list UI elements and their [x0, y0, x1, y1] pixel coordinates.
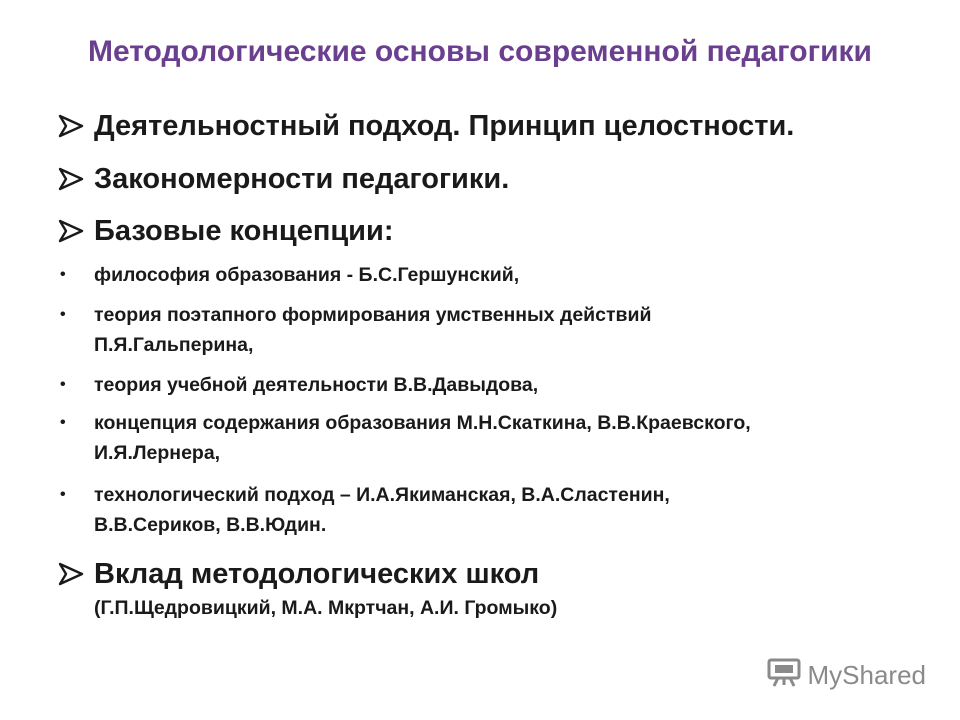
- arrow-item-text: [94, 555, 557, 623]
- arrow-item-2: [58, 160, 509, 198]
- arrow-item-note: (Г.П.Щедровицкий, М.А. Мкртчан, А.И. Громыко): [94, 597, 558, 619]
- bullet-item-2: [58, 300, 918, 360]
- bullet-dot-icon: •: [60, 376, 66, 393]
- bullet-line: философия образования - Б.С.Гершунский,: [94, 264, 520, 286]
- arrow-item-main: Вклад методологических школ: [94, 558, 540, 590]
- arrow-item-text: Закономерности педагогики.: [94, 163, 510, 195]
- arrow-bullet-icon: [58, 212, 94, 250]
- bullet-item-3: [58, 370, 918, 400]
- arrow-item-text: Деятельностный подход. Принцип целостности.: [94, 110, 795, 142]
- bullet-line: концепция содержания образования М.Н.Скаткина, В.В.Краевского,: [94, 412, 751, 434]
- slide-title: Методологические основы современной педагогики: [87, 35, 872, 68]
- arrow-item-4: [58, 555, 557, 623]
- bullet-dot-icon: •: [60, 486, 66, 503]
- bullet-line: технологический подход – И.А.Якиманская, В.А.Сластенин,: [94, 484, 670, 506]
- bullet-line: теория поэтапного формирования умственных действий: [94, 304, 652, 326]
- watermark-text: MyShared: [807, 660, 926, 690]
- bullet-item-5: [58, 480, 918, 540]
- arrow-bullet-icon: [58, 555, 94, 593]
- bullet-text: [94, 300, 918, 360]
- bullet-line: П.Я.Гальперина,: [94, 334, 254, 356]
- arrow-item-text: Базовые концепции:: [94, 215, 394, 247]
- bullet-dot-icon: •: [60, 306, 66, 323]
- bullet-dot-icon: •: [60, 266, 66, 283]
- arrow-bullet-icon: [58, 160, 94, 198]
- watermark: [766, 657, 927, 694]
- bullet-item-4: [58, 408, 918, 468]
- bullet-line: теория учебной деятельности В.В.Давыдова,: [94, 374, 539, 396]
- presentation-board-icon: [766, 657, 802, 694]
- bullet-text: [94, 260, 918, 290]
- bullet-dot-icon: •: [60, 414, 66, 431]
- bullet-item-1: [58, 260, 918, 290]
- bullet-text: [94, 370, 918, 400]
- bullet-line: В.В.Сериков, В.В.Юдин.: [94, 514, 327, 536]
- arrow-bullet-icon: [58, 107, 94, 145]
- bullet-text: [94, 408, 918, 468]
- bullet-text: [94, 480, 918, 540]
- arrow-item-3: [58, 212, 394, 250]
- bullet-line: И.Я.Лернера,: [94, 442, 221, 464]
- arrow-item-1: [58, 107, 794, 145]
